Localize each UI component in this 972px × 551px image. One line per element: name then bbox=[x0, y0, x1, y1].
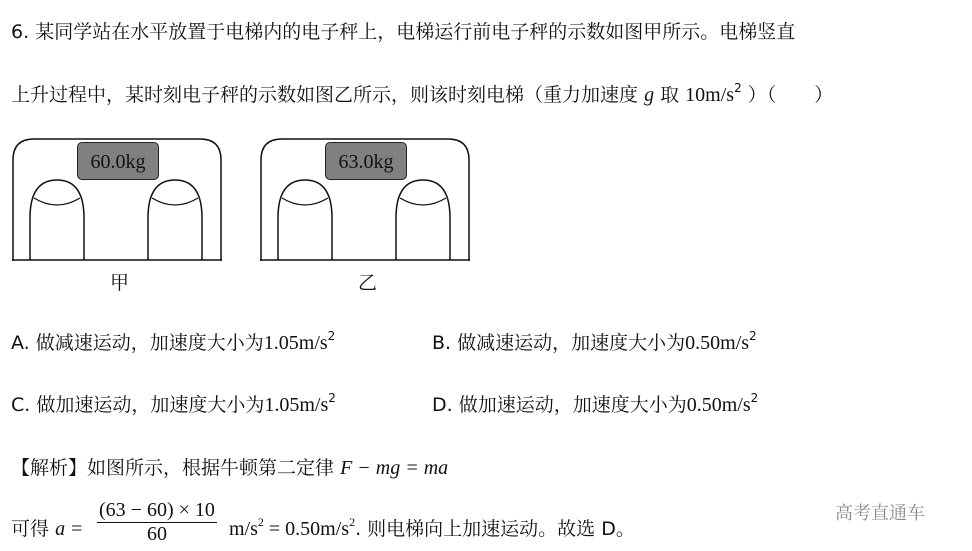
equals-sign: = bbox=[71, 518, 83, 540]
option-b-exponent: 2 bbox=[749, 329, 757, 343]
option-a-value: 1.05m/s bbox=[263, 332, 328, 354]
question-text-1: 某同学站在水平放置于电梯内的电子秤上，电梯运行前电子秤的示数如图甲所示。电梯竖直 bbox=[35, 21, 796, 43]
variable-a: a bbox=[55, 518, 66, 540]
option-c[interactable] bbox=[11, 390, 336, 417]
option-d-letter: D. bbox=[432, 394, 453, 416]
analysis-result bbox=[229, 514, 635, 541]
gravity-value: 10m/s bbox=[685, 84, 735, 106]
option-c-letter: C. bbox=[11, 394, 31, 416]
newton-formula: F − mg = ma bbox=[340, 457, 449, 479]
question-text-2: 上升过程中，某时刻电子秤的示数如图乙所示，则该时刻电梯（重力加速度 bbox=[11, 84, 639, 106]
analysis-heading: 【解析】如图所示，根据牛顿第二定律 bbox=[11, 457, 335, 479]
analysis-keyword: 可得 bbox=[11, 518, 50, 540]
option-d-value: 0.50m/s bbox=[686, 394, 751, 416]
result-value: = 0.50m/s bbox=[268, 518, 350, 540]
scale-reading-jia: 60.0kg bbox=[77, 142, 159, 180]
analysis-line1 bbox=[11, 453, 448, 480]
option-c-exponent: 2 bbox=[328, 391, 336, 405]
option-a[interactable] bbox=[11, 328, 335, 355]
fraction-numerator: (63 − 60) × 10 bbox=[99, 499, 215, 521]
option-b-value: 0.50m/s bbox=[685, 332, 750, 354]
fraction-unit-exponent: 2 bbox=[257, 515, 264, 529]
scale-figure-jia bbox=[12, 138, 222, 262]
take-word: 取 bbox=[660, 84, 680, 106]
option-d-text: 做加速运动，加速度大小为 bbox=[458, 394, 687, 416]
answer-blank: ）（ ） bbox=[747, 84, 834, 106]
figure-label-jia: 甲 bbox=[110, 272, 130, 294]
gravity-symbol: g bbox=[644, 84, 655, 106]
question-stem-line2 bbox=[11, 80, 833, 107]
figure-label-yi: 乙 bbox=[358, 272, 378, 294]
watermark: 高考直通车 bbox=[835, 503, 925, 524]
option-c-text: 做加速运动，加速度大小为 bbox=[36, 394, 265, 416]
option-d[interactable] bbox=[432, 390, 758, 417]
fraction-unit: m/s bbox=[229, 518, 258, 540]
option-a-exponent: 2 bbox=[327, 329, 336, 343]
option-c-value: 1.05m/s bbox=[264, 394, 329, 416]
acceleration-fraction bbox=[97, 499, 217, 546]
question-stem-line1 bbox=[11, 17, 795, 44]
scale-figure-yi bbox=[260, 138, 470, 262]
scale-reading-yi: 63.0kg bbox=[325, 142, 407, 180]
option-b-text: 做减速运动，加速度大小为 bbox=[457, 332, 686, 354]
option-b-letter: B. bbox=[432, 332, 452, 354]
option-b[interactable] bbox=[432, 328, 757, 355]
result-exponent: 2 bbox=[349, 515, 356, 529]
option-a-letter: A. bbox=[11, 332, 30, 354]
fraction-denominator: 60 bbox=[146, 523, 167, 545]
question-number: 6. bbox=[11, 21, 30, 43]
analysis-prefix bbox=[11, 514, 82, 541]
option-d-exponent: 2 bbox=[750, 391, 759, 405]
option-a-text: 做减速运动，加速度大小为 bbox=[35, 332, 264, 354]
analysis-conclusion: . 则电梯向上加速运动。故选 D。 bbox=[355, 518, 635, 540]
gravity-exponent: 2 bbox=[734, 81, 742, 95]
